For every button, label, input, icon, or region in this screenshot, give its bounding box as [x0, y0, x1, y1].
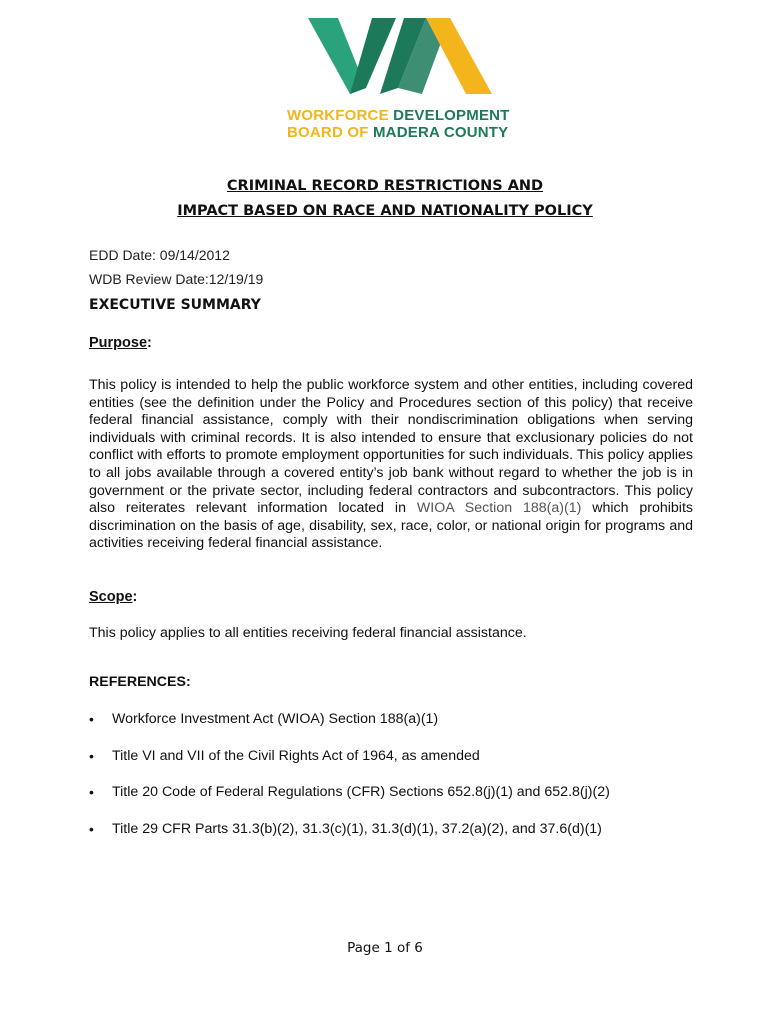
reference-item-text: Title VI and VII of the Civil Rights Act of 1964, as amended	[112, 747, 480, 764]
reference-item	[89, 783, 709, 820]
reference-item-text: Workforce Investment Act (WIOA) Section 188(a)(1)	[112, 711, 439, 727]
document-title-line1: CRIMINAL RECORD RESTRICTIONS AND	[226, 178, 544, 194]
executive-summary-heading: EXECUTIVE SUMMARY	[89, 297, 261, 313]
bullet-icon: •	[89, 747, 94, 764]
org-name-line1	[287, 107, 510, 125]
document-title-line2: IMPACT BASED ON RACE AND NATIONALITY POLICY	[177, 203, 593, 219]
scope-label	[89, 589, 137, 605]
org-name-word-madera-county: MADERA COUNTY	[372, 124, 509, 141]
reference-item	[89, 747, 709, 784]
reference-item	[89, 710, 709, 747]
purpose-reference: WIOA Section 188(a)(1)	[416, 500, 582, 517]
purpose-colon: :	[147, 335, 152, 351]
org-name-word-workforce: WORKFORCE	[287, 107, 389, 124]
purpose-paragraph	[89, 377, 693, 553]
edd-date: EDD Date: 09/14/2012	[89, 247, 230, 263]
references-list	[89, 710, 709, 856]
wdb-review-date: WDB Review Date:12/19/19	[89, 271, 264, 287]
reference-item-text: Title 29 CFR Parts 31.3(b)(2), 31.3(c)(1), 31.3(d)(1), 37.2(a)(2), and 37.6(d)(1)	[112, 820, 602, 837]
reference-item-text: Title 20 Code of Federal Regulations (CFR) Sections 652.8(j)(1) and 652.8(j)(2)	[112, 784, 610, 800]
purpose-text-after: which prohibits discrimination on the basis of age, disability, sex, race, color, or national origin for programs and activities receiving federal financial assistance.	[89, 500, 693, 552]
scope-text: This policy applies to all entities receiving federal financial assistance.	[89, 625, 527, 641]
org-name-word-development: DEVELOPMENT	[393, 107, 510, 124]
reference-item	[89, 820, 709, 857]
purpose-label	[89, 335, 152, 351]
bullet-icon: •	[89, 711, 94, 727]
bullet-icon: •	[89, 820, 94, 837]
wdb-logo-icon	[300, 12, 500, 100]
purpose-text-before: This policy is intended to help the public workforce system and other entities, including covered entities (see the definition under the Policy and Procedures section of this policy) that receive federal financial assistance, comply with their nondiscrimination obligations when serving individuals with criminal records. It is also intended to ensure that exclusionary policies do not conflict with efforts to promote employment opportunities for such individuals. This policy applies to all jobs available through a covered entity’s job bank without regard to whether the job is in government or the private sector, including federal contractors and subcontractors. This policy also reiterates relevant information located in	[89, 377, 693, 517]
org-name-word-board-of: BOARD OF	[287, 124, 369, 141]
page-number: Page 1 of 6	[347, 940, 423, 956]
scope-label-text: Scope	[89, 589, 133, 605]
bullet-icon: •	[89, 784, 94, 800]
scope-colon: :	[132, 589, 138, 605]
org-name-line2	[287, 124, 508, 142]
references-heading: REFERENCES:	[89, 674, 191, 690]
purpose-label-text: Purpose	[89, 335, 148, 351]
